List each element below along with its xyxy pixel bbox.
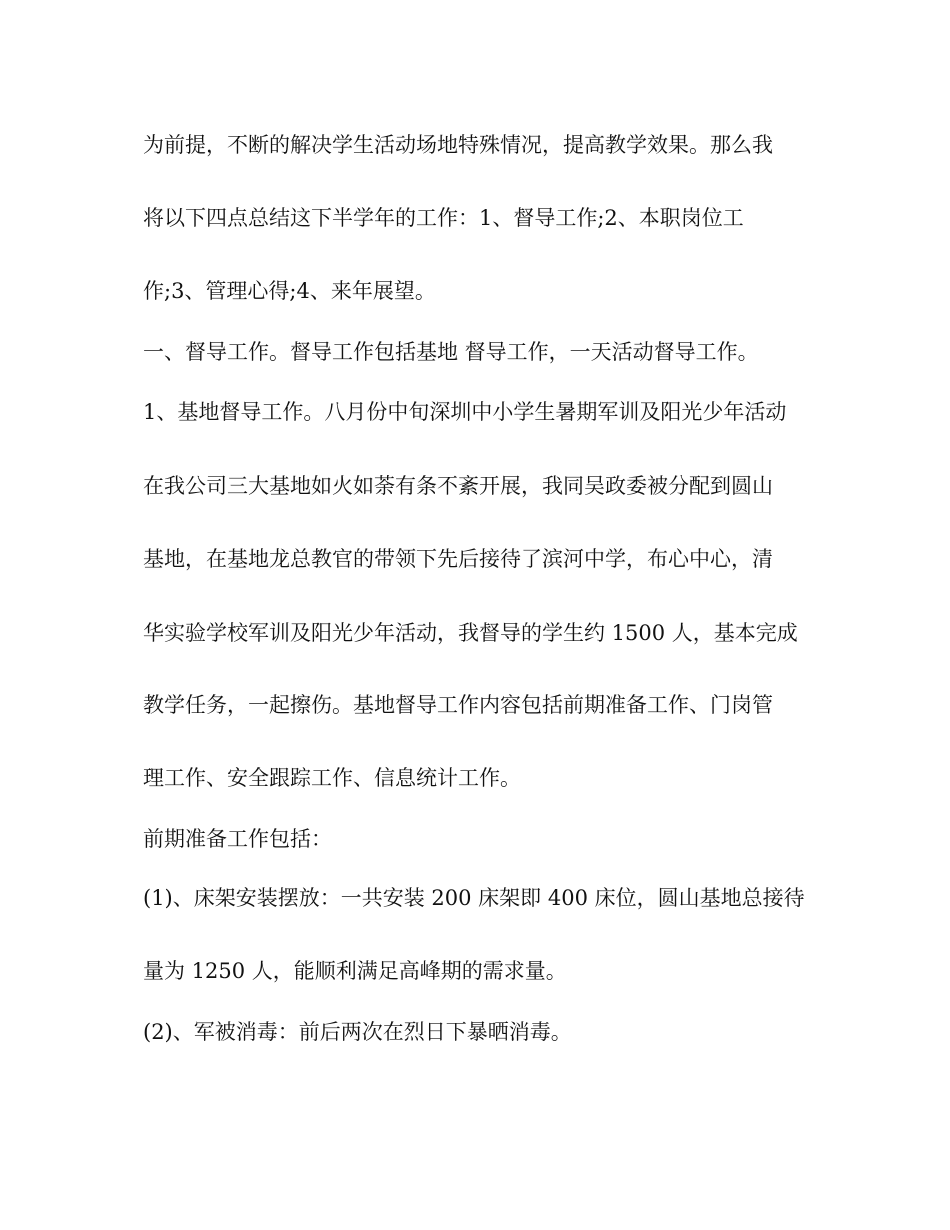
text-line: 作;3、管理心得;4、来年展望。 — [143, 279, 436, 303]
text-line: 1、基地督导工作。八月份中旬深圳中小学生暑期军训及阳光少年活动 — [143, 400, 787, 424]
text-line: 将以下四点总结这下半学年的工作：1、督导工作;2、本职岗位工 — [143, 206, 744, 230]
text-line: 教学任务，一起擦伤。基地督导工作内容包括前期准备工作、门岗管 — [143, 693, 773, 717]
text-line: 为前提，不断的解决学生活动场地特殊情况，提高教学效果。那么我 — [143, 133, 773, 157]
list-item: (1)、床架安装摆放：一共安装 200 床架即 400 床位，圆山基地总接待 — [143, 886, 805, 910]
text-line: 华实验学校军训及阳光少年活动，我督导的学生约 1500 人，基本完成 — [143, 621, 798, 645]
text-line: 在我公司三大基地如火如荼有条不紊开展，我同吴政委被分配到圆山 — [143, 474, 773, 498]
list-item: (2)、军被消毒：前后两次在烈日下暴晒消毒。 — [143, 1020, 572, 1044]
text-line: 理工作、安全跟踪工作、信息统计工作。 — [143, 766, 521, 790]
text-line: 基地，在基地龙总教官的带领下先后接待了滨河中学，布心中心，清 — [143, 547, 773, 571]
text-line: 量为 1250 人，能顺利满足高峰期的需求量。 — [143, 959, 567, 983]
section-heading: 一、督导工作。督导工作包括基地 督导工作，一天活动督导工作。 — [143, 340, 759, 364]
subheading: 前期准备工作包括： — [143, 827, 332, 851]
